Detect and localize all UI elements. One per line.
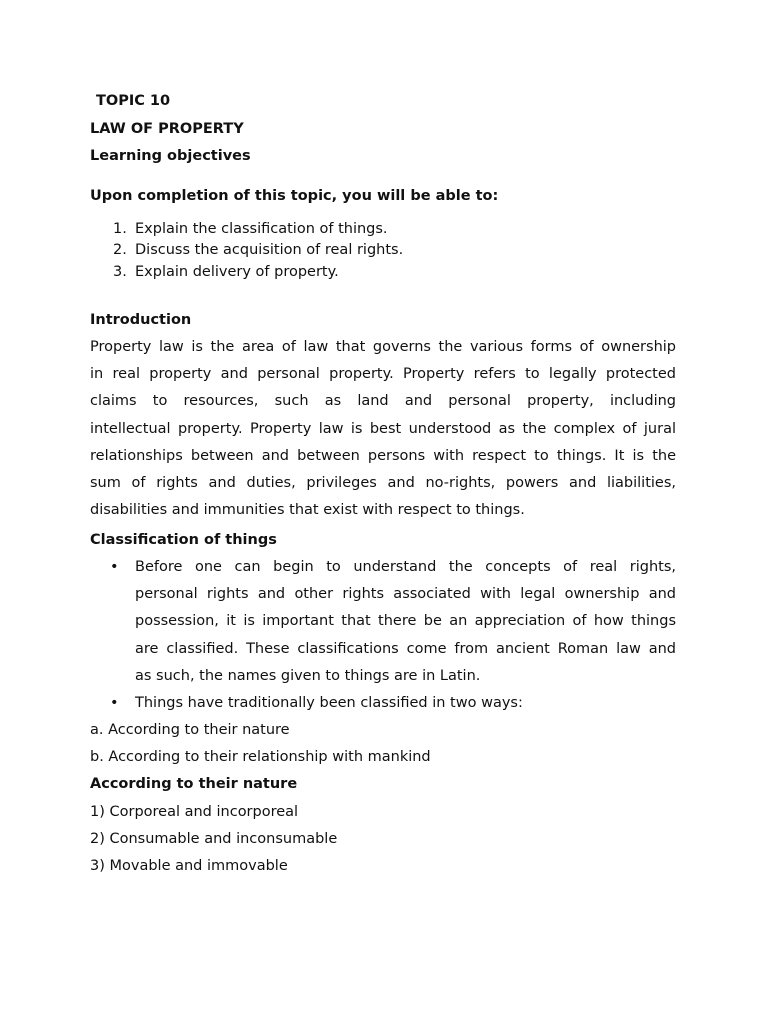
paragraph-line: in real property and personal property. Property refers to legally protected xyxy=(90,366,676,383)
objectives-heading: Learning objectives xyxy=(90,148,251,164)
nature-heading: According to their nature xyxy=(90,776,298,792)
classification-bullet-item: Things have traditionally been classified in two ways: xyxy=(135,695,523,711)
classification-heading: Classification of things xyxy=(90,532,277,548)
bullet-icon: • xyxy=(110,559,119,575)
document-title: LAW OF PROPERTY xyxy=(90,121,244,137)
objective-item: Explain the classification of things. xyxy=(135,221,388,237)
topic-label: TOPIC 10 xyxy=(96,93,171,109)
paragraph-line: disabilities and immunities that exist with respect to things. xyxy=(90,502,525,519)
paragraph-line: relationships between and between persons with respect to things. It is the xyxy=(90,447,676,464)
nature-item: 2) Consumable and inconsumable xyxy=(90,831,338,847)
nature-item: 3) Movable and immovable xyxy=(90,858,288,874)
bullet-line: as such, the names given to things are in Latin. xyxy=(135,667,481,684)
classification-bullet-paragraph xyxy=(135,558,676,694)
objective-number: 3. xyxy=(113,264,127,280)
completion-lead: Upon completion of this topic, you will be able to: xyxy=(90,188,499,204)
bullet-line: are classified. These classifications come from ancient Roman law and xyxy=(135,640,676,657)
introduction-heading: Introduction xyxy=(90,312,192,328)
bullet-line: Before one can begin to understand the concepts of real rights, xyxy=(135,559,676,575)
objective-number: 2. xyxy=(113,242,127,258)
classification-way-a: a. According to their nature xyxy=(90,722,290,738)
classification-way-b: b. According to their relationship with mankind xyxy=(90,749,431,765)
objective-item: Discuss the acquisition of real rights. xyxy=(135,242,404,258)
paragraph-line: claims to resources, such as land and personal property, including xyxy=(90,393,676,410)
paragraph-line: intellectual property. Property law is best understood as the complex of jural xyxy=(90,420,676,437)
paragraph-line: Property law is the area of law that governs the various forms of ownership xyxy=(90,339,676,355)
objective-number: 1. xyxy=(113,221,127,237)
nature-item: 1) Corporeal and incorporeal xyxy=(90,804,299,820)
bullet-line: possession, it is important that there be an appreciation of how things xyxy=(135,613,676,630)
introduction-paragraph xyxy=(90,338,676,528)
bullet-icon: • xyxy=(110,695,119,711)
objective-item: Explain delivery of property. xyxy=(135,264,339,280)
paragraph-line: sum of rights and duties, privileges and no-rights, powers and liabilities, xyxy=(90,474,676,491)
bullet-line: personal rights and other rights associated with legal ownership and xyxy=(135,586,676,603)
